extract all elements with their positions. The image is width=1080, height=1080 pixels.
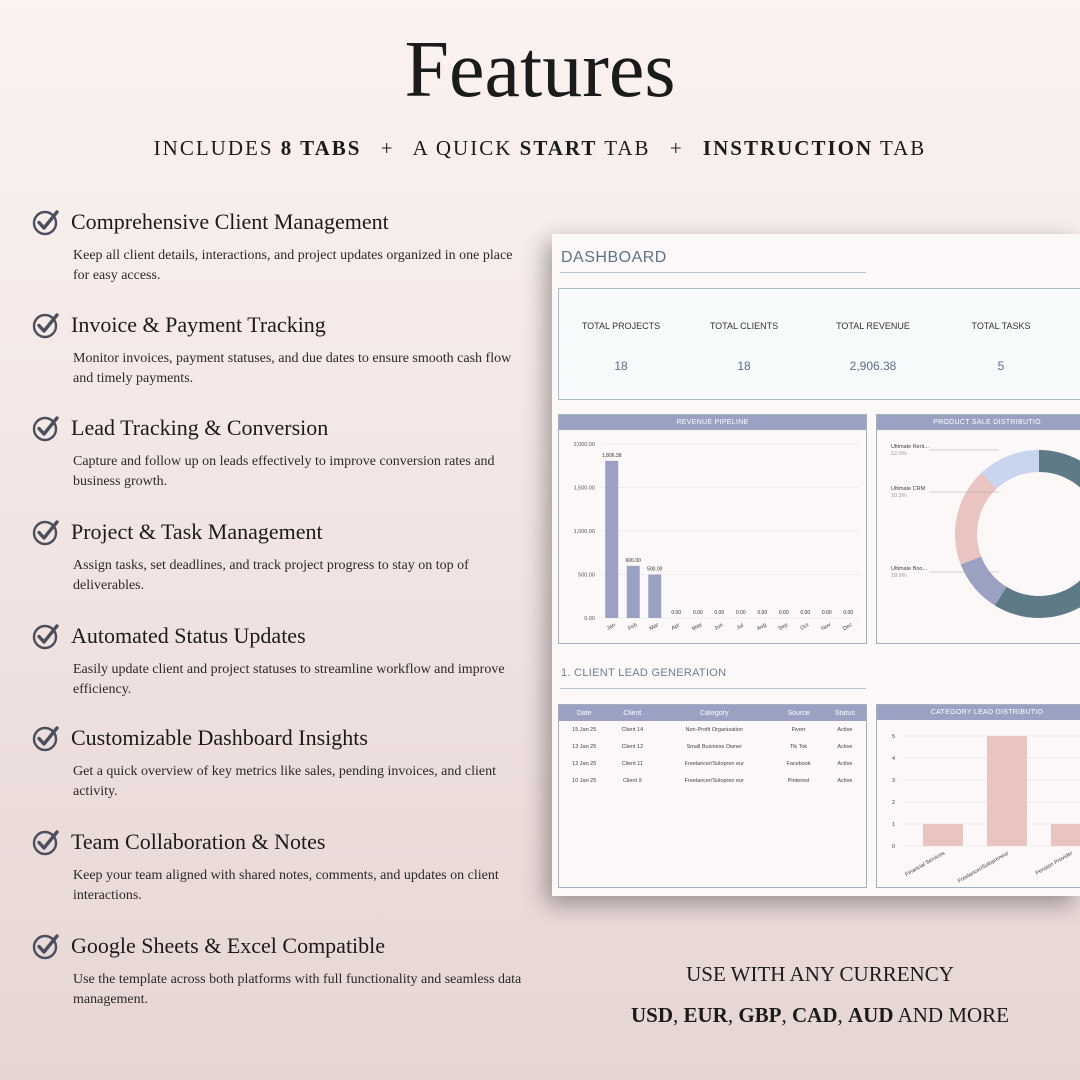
x-tick-label: Jul — [735, 622, 745, 632]
x-tick-label: May — [691, 621, 704, 633]
feature-title: Automated Status Updates — [71, 623, 306, 648]
check-circle-icon — [32, 723, 62, 753]
check-circle-icon — [32, 413, 62, 443]
pie-label: Ultimate CRM — [891, 486, 926, 492]
feature-title: Google Sheets & Excel Compatible — [71, 933, 386, 958]
x-tick-label: Sep — [777, 622, 789, 633]
subtitle-text: A QUICK — [412, 136, 513, 160]
currency-suffix: AND MORE — [897, 1003, 1010, 1027]
check-circle-icon — [32, 931, 62, 961]
feature-title: Team Collaboration & Notes — [71, 829, 326, 854]
feature-heading — [32, 620, 522, 652]
divider — [560, 272, 866, 273]
category-lead-panel — [876, 704, 1080, 888]
feature-item — [32, 930, 522, 1010]
table-cell: 13 Jan 25 — [572, 743, 597, 750]
x-tick-label: Aug — [756, 622, 768, 633]
pie-label: Ultimate Rent... — [891, 444, 929, 450]
pie-slice — [955, 473, 997, 565]
feature-heading — [32, 930, 522, 962]
table-row — [559, 772, 866, 789]
feature-description: Assign tasks, set deadlines, and track project progress to stay on top of deliverables. — [73, 558, 469, 593]
table-column-header: Date — [559, 705, 609, 721]
feature-title: Customizable Dashboard Insights — [71, 725, 368, 750]
subtitle-tabs: 8 TABS — [280, 136, 362, 160]
kpi-panel — [558, 288, 1080, 400]
x-tick-label: Nov — [820, 622, 832, 633]
feature-item — [32, 516, 522, 596]
y-tick-label: 5 — [891, 734, 895, 740]
table-column-header: Category — [655, 705, 773, 721]
feature-heading — [32, 826, 522, 858]
feature-description: Use the template across both platforms with full functionality and seamless data management. — [73, 972, 522, 1007]
x-tick-label: Pension Provider — [1034, 850, 1074, 877]
feature-title: Lead Tracking & Conversion — [71, 415, 329, 440]
table-cell: Active — [837, 777, 853, 784]
feature-heading — [32, 206, 522, 238]
check-circle-icon — [32, 517, 62, 547]
kpi-label: TOTAL REVENUE — [836, 321, 910, 331]
feature-item — [32, 722, 522, 802]
bar — [987, 736, 1027, 846]
feature-description: Get a quick overview of key metrics like sales, pending invoices, and client activity. — [73, 764, 496, 799]
pie-label: Ultimate Boo... — [891, 566, 928, 572]
table-column-header: Status — [824, 705, 866, 721]
y-tick-label: 2 — [891, 800, 895, 806]
table-cell: Client 12 — [621, 743, 644, 750]
x-tick-label: Jan — [605, 622, 617, 632]
page-subtitle — [0, 136, 1080, 161]
table-row — [559, 755, 866, 772]
feature-description: Keep all client details, interactions, and project updates organized in one place for easy access. — [73, 248, 513, 283]
lead-section-title: 1. CLIENT LEAD GENERATION — [561, 667, 727, 679]
kpi-total-tasks — [941, 321, 1061, 373]
table-cell: Client 9 — [622, 777, 642, 784]
currency-codes: USD, EUR, GBP, CAD, AUD AND MORE — [630, 1003, 1010, 1027]
data-label: 0.00 — [735, 610, 746, 616]
x-tick-label: Apr — [670, 622, 681, 632]
check-circle-icon — [32, 207, 62, 237]
x-tick-label: Freelancer/Solopreneur — [956, 850, 1010, 885]
bar — [923, 824, 963, 846]
table-cell: 10 Jan 25 — [572, 777, 597, 784]
pie-percent: 12.0% — [891, 451, 907, 457]
feature-description: Easily update client and project statuses to streamline workflow and improve efficiency. — [73, 662, 505, 697]
dashboard-title: DASHBOARD — [561, 249, 667, 266]
bar — [627, 566, 640, 618]
table-cell: Client 11 — [621, 760, 643, 767]
subtitle-plus: + — [669, 136, 684, 160]
y-tick-label: 1,000.00 — [573, 529, 595, 535]
currency-code: CAD — [792, 1003, 838, 1027]
table-cell: Active — [837, 760, 853, 767]
data-label: 0.00 — [821, 610, 832, 616]
revenue-pipeline-title: REVENUE PIPELINE — [559, 415, 866, 430]
bar — [1051, 824, 1080, 846]
data-label: 0.00 — [843, 610, 854, 616]
data-label: 0.00 — [800, 610, 811, 616]
dashboard-preview — [552, 234, 1080, 896]
data-label: 500.00 — [647, 566, 663, 573]
kpi-label: TOTAL TASKS — [971, 321, 1031, 331]
currency-code: USD — [630, 1003, 673, 1027]
feature-heading — [32, 722, 522, 754]
feature-description: Monitor invoices, payment statuses, and due dates to ensure smooth cash flow and timely payments. — [73, 351, 512, 386]
table-row — [559, 721, 866, 738]
data-label: 0.00 — [692, 610, 703, 616]
category-lead-chart — [877, 720, 1080, 886]
subtitle-text: TAB — [880, 136, 927, 160]
kpi-total-projects — [561, 321, 681, 373]
subtitle-plus: + — [380, 136, 395, 160]
feature-heading — [32, 412, 522, 444]
table-cell: Facebook — [786, 760, 811, 767]
table-cell: Small Business Owner — [686, 743, 742, 750]
x-tick-label: Mar — [648, 622, 660, 633]
pie-percent: 18.9% — [891, 573, 907, 579]
product-sale-panel — [876, 414, 1080, 644]
subtitle-text: INCLUDES — [153, 136, 274, 160]
product-sale-chart — [877, 430, 1080, 642]
data-label: 0.00 — [714, 610, 725, 616]
feature-title: Project & Task Management — [71, 519, 323, 544]
data-label: 0.00 — [671, 610, 682, 616]
feature-heading — [32, 309, 522, 341]
feature-title: Comprehensive Client Management — [71, 209, 389, 234]
y-tick-label: 500.00 — [578, 572, 595, 579]
kpi-value: 5 — [997, 359, 1005, 373]
kpi-total-revenue — [813, 321, 933, 373]
subtitle-instruction: INSTRUCTION — [702, 136, 874, 160]
x-tick-label: Financial Services — [904, 850, 946, 879]
y-tick-label: 2,000.00 — [573, 442, 595, 448]
kpi-label: TOTAL CLIENTS — [709, 321, 779, 331]
revenue-pipeline-chart — [559, 430, 866, 642]
subtitle-text: TAB — [604, 136, 651, 160]
table-cell: Freelancer/Solopren eur — [684, 760, 744, 767]
feature-item — [32, 826, 522, 906]
table-cell: Freelancer/Solopren eur — [684, 777, 744, 784]
kpi-total-clients — [684, 321, 804, 373]
feature-item — [32, 206, 522, 286]
product-sale-title: PRODUCT SALE DISTRIBUTIO — [877, 415, 1080, 430]
revenue-pipeline-panel — [558, 414, 867, 644]
feature-title: Invoice & Payment Tracking — [71, 312, 326, 337]
feature-heading — [32, 516, 522, 548]
lead-table-panel — [558, 704, 867, 888]
table-cell: Client 14 — [621, 726, 644, 733]
category-lead-title: CATEGORY LEAD DISTRIBUTIO — [877, 705, 1080, 720]
x-tick-label: Oct — [799, 622, 810, 632]
feature-description: Capture and follow up on leads effectively to improve conversion rates and business growth. — [73, 454, 495, 489]
currency-line: USE WITH ANY CURRENCY — [686, 962, 954, 986]
data-label: 600.00 — [625, 557, 641, 564]
currency-code: GBP — [738, 1003, 782, 1027]
table-cell: Active — [837, 726, 853, 733]
table-cell: Fiverr — [791, 726, 806, 733]
table-cell: Tik Tok — [790, 743, 808, 750]
feature-item — [32, 309, 522, 389]
kpi-label: TOTAL PROJECTS — [581, 321, 661, 331]
kpi-value: 2,906.38 — [849, 359, 897, 373]
table-body — [559, 721, 866, 789]
bar — [605, 461, 618, 618]
table-row — [559, 738, 866, 755]
data-label: 0.00 — [778, 610, 789, 616]
x-tick-label: Feb — [627, 622, 639, 633]
y-tick-label: 1,500.00 — [573, 485, 595, 492]
table-header-row — [559, 705, 866, 721]
data-label: 1,806.38 — [602, 452, 622, 459]
y-tick-label: 3 — [891, 778, 895, 784]
table-column-header: Source — [773, 705, 823, 721]
table-cell: 12 Jan 25 — [572, 760, 597, 767]
feature-item — [32, 620, 522, 700]
page-title: Features — [404, 26, 676, 114]
currency-code: EUR — [683, 1003, 728, 1027]
check-circle-icon — [32, 621, 62, 651]
y-tick-label: 4 — [891, 756, 895, 762]
kpi-value: 18 — [737, 359, 751, 373]
pie-percent: 10.3% — [891, 493, 907, 499]
table-cell: Non-Profit Organisation — [685, 726, 744, 733]
y-tick-label: 0 — [891, 844, 895, 850]
data-label: 0.00 — [757, 610, 768, 616]
feature-description: Keep your team aligned with shared notes, comments, and updates on client interactions. — [73, 868, 499, 903]
lead-table — [559, 705, 866, 789]
subtitle-start: START — [519, 136, 598, 160]
bar — [648, 575, 661, 619]
currency-code: AUD — [848, 1003, 894, 1027]
kpi-value: 18 — [614, 359, 628, 373]
feature-item — [32, 412, 522, 492]
check-circle-icon — [32, 827, 62, 857]
table-cell: Active — [837, 743, 853, 750]
y-tick-label: 0.00 — [584, 616, 595, 622]
check-circle-icon — [32, 310, 62, 340]
table-cell: 15 Jan 25 — [572, 726, 597, 733]
y-tick-label: 1 — [891, 822, 895, 828]
x-tick-label: Jun — [713, 622, 725, 632]
table-cell: Pinterest — [787, 777, 810, 784]
divider — [560, 688, 866, 689]
x-tick-label: Dec — [842, 622, 854, 633]
table-column-header: Client — [609, 705, 655, 721]
